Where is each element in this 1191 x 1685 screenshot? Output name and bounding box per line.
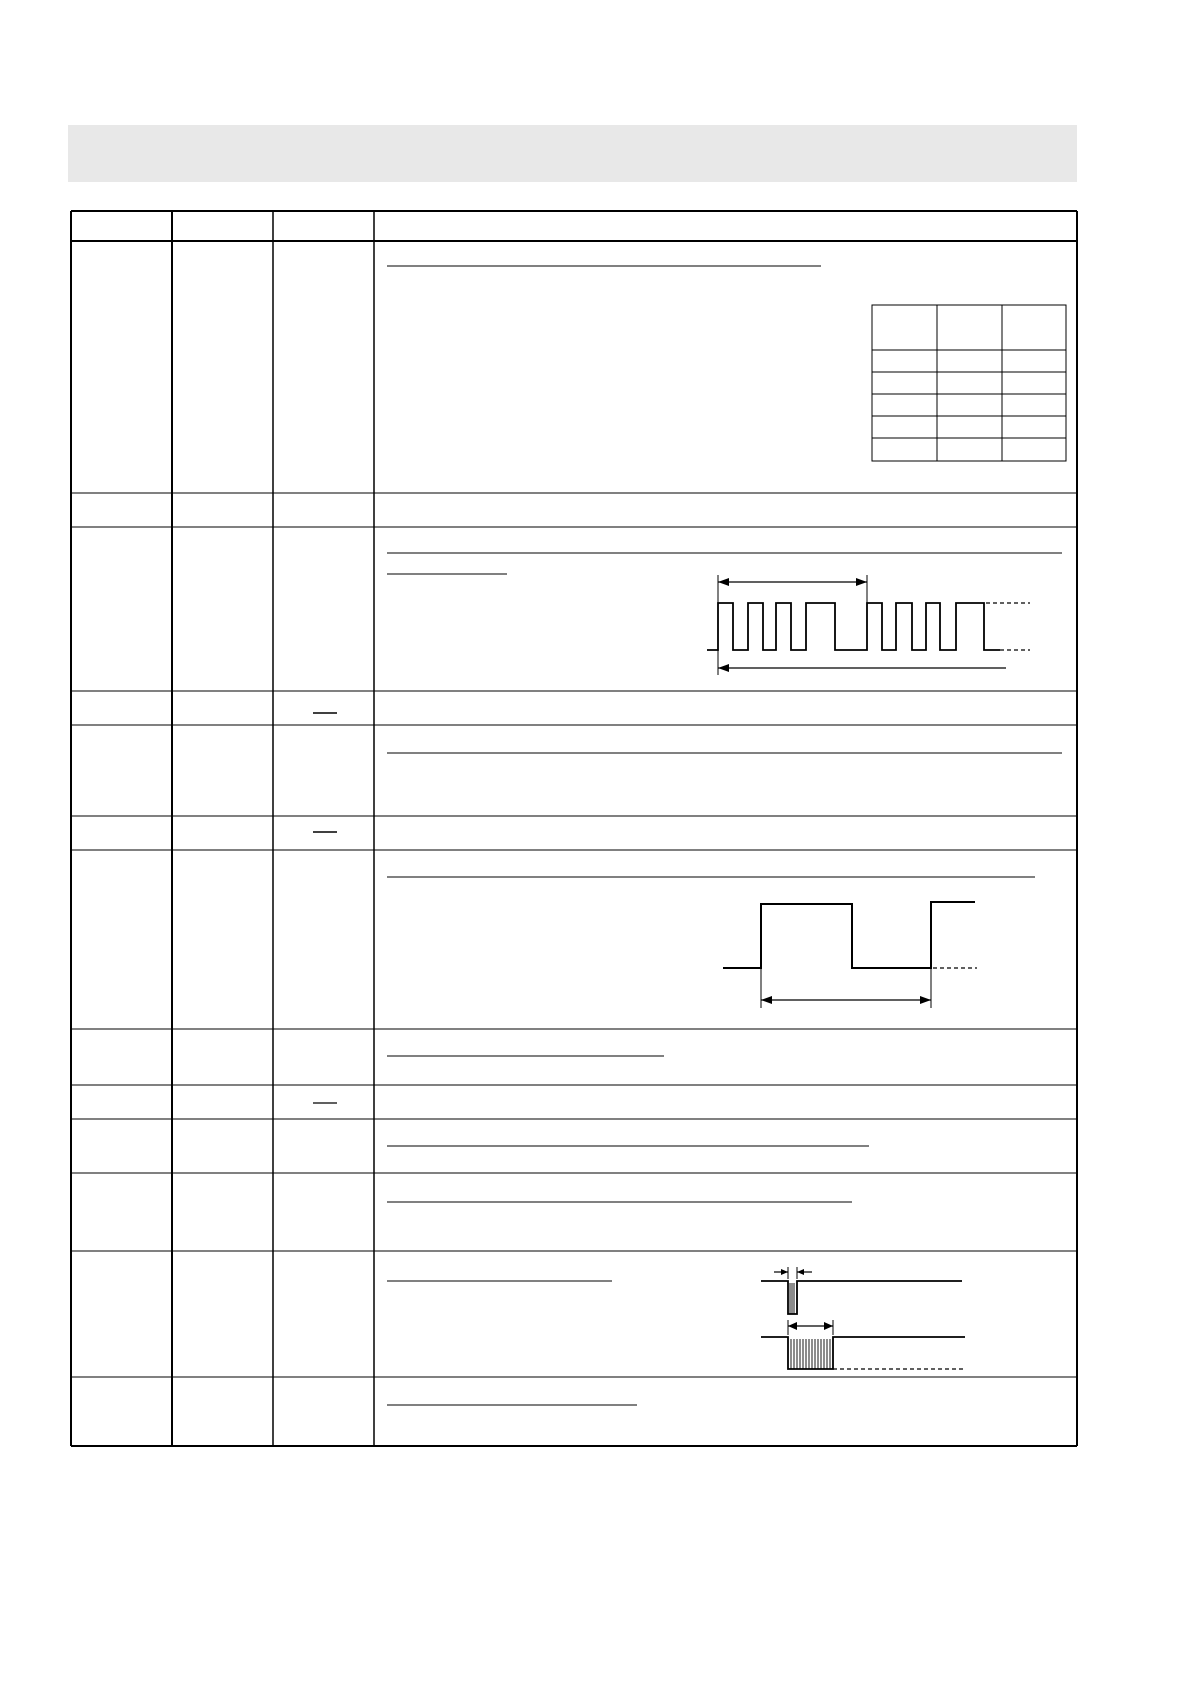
square-wave-waveform xyxy=(723,902,977,1008)
burst-waveform xyxy=(761,1267,965,1369)
mini-table xyxy=(872,305,1066,461)
pulse-train-waveform xyxy=(707,575,1030,675)
header-band xyxy=(68,125,1077,182)
pin-description-table xyxy=(71,211,1077,1446)
